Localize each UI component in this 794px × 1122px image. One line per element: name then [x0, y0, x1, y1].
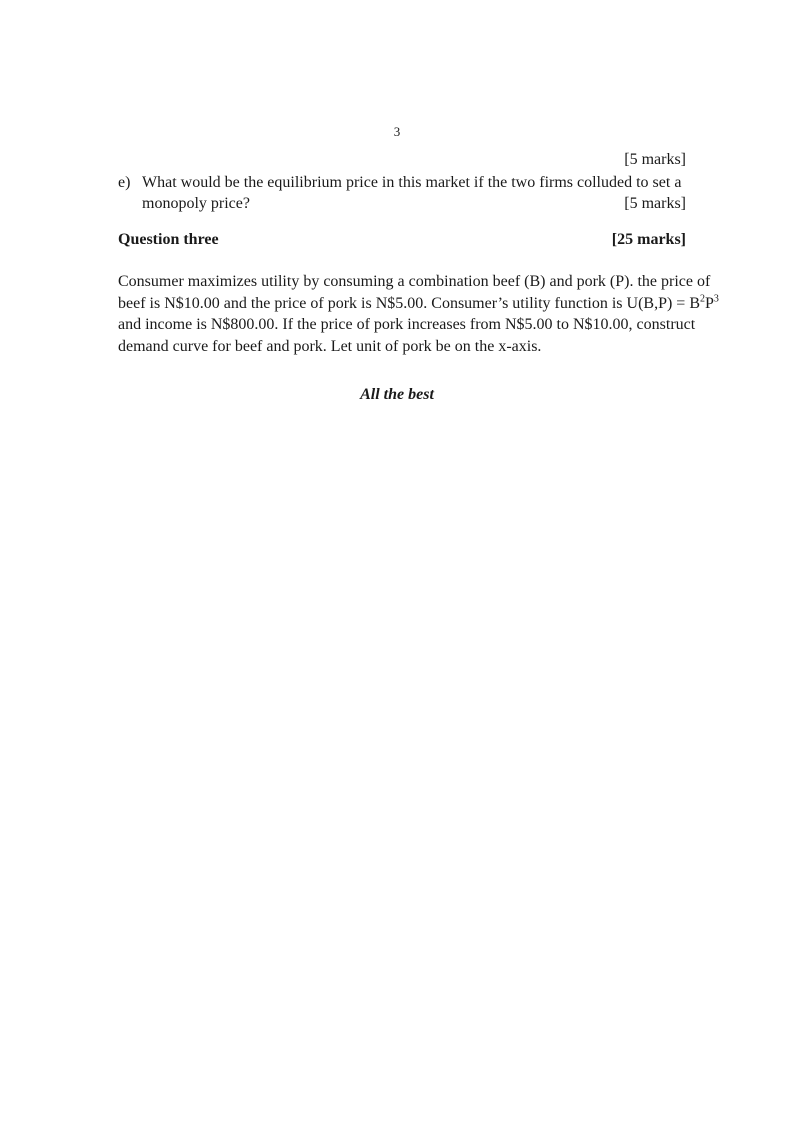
pork-exponent: 3 — [713, 293, 719, 305]
question-e — [118, 172, 686, 214]
paragraph-line-1: Consumer maximizes utility by consuming a combination beef (B) and pork (P). the price of — [118, 273, 711, 290]
paragraph-line-4: demand curve for beef and pork. Let unit of pork be on the x-axis. — [118, 337, 542, 355]
question-three-header — [118, 231, 686, 249]
paragraph-line-2 — [118, 293, 719, 315]
beef-exponent: 2 — [700, 293, 705, 305]
question-e-line2 — [142, 193, 686, 214]
page-number: 3 — [393, 124, 401, 139]
question-three-marks: [25 marks] — [611, 231, 686, 248]
paragraph-line-3: and income is N$800.00. If the price of pork increases from N$5.00 to N$10.00, construct — [118, 316, 696, 333]
previous-part-marks: [5 marks] — [624, 151, 686, 168]
question-e-label: e) — [118, 174, 131, 191]
question-e-text-line1: What would be the equilibrium price in this market if the two firms colluded to set a — [142, 174, 682, 191]
pork-symbol: P — [705, 294, 714, 312]
question-e-text-line2: monopoly price? — [142, 195, 250, 212]
question-three-paragraph — [118, 271, 719, 357]
utility-text: beef is N$10.00 and the price of pork is N$5.00. Consumer’s utility function is U(B,P) = B — [118, 294, 700, 312]
question-e-marks: [5 marks] — [624, 195, 686, 212]
question-three-title: Question three — [118, 231, 219, 248]
closing-remark: All the best — [360, 386, 434, 403]
